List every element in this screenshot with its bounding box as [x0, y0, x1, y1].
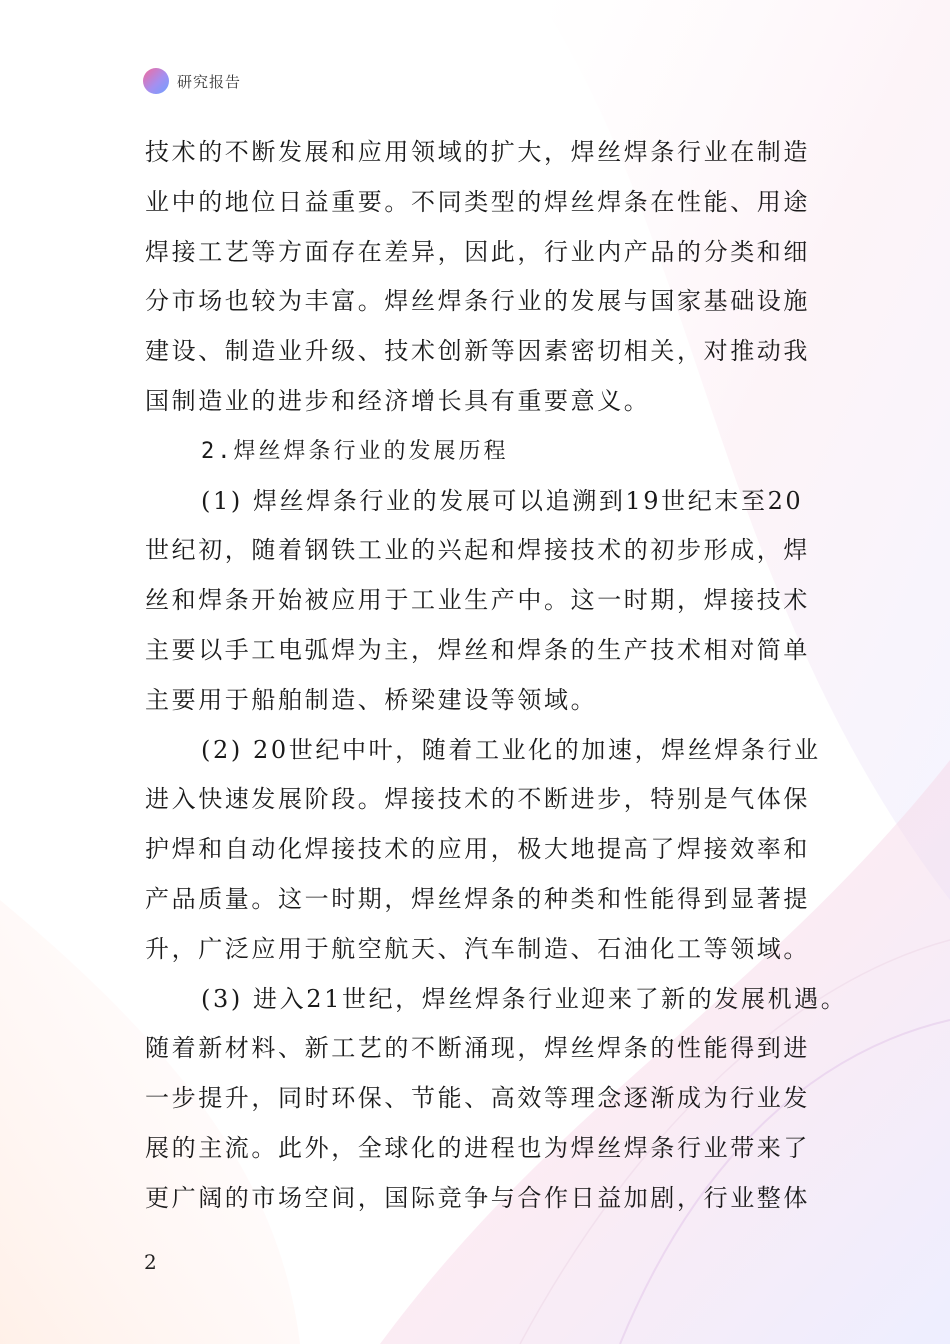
paragraph-line: 业中的地位日益重要。不同类型的焊丝焊条在性能、用途: [145, 187, 810, 216]
paragraph-line: 产品质量。这一时期，焊丝焊条的种类和性能得到显著提: [145, 884, 810, 913]
paragraph-line: 主要用于船舶制造、桥梁建设等领域。: [145, 685, 598, 714]
paragraph-line: 升，广泛应用于航空航天、汽车制造、石油化工等领域。: [145, 934, 810, 963]
section-heading: 2.焊丝焊条行业的发展历程: [201, 438, 509, 464]
paragraph-line: 焊接工艺等方面存在差异，因此，行业内产品的分类和细: [145, 237, 810, 266]
paragraph-line: 国制造业的进步和经济增长具有重要意义。: [145, 386, 651, 415]
paragraph-line: 分市场也较为丰富。焊丝焊条行业的发展与国家基础设施: [145, 287, 810, 316]
document-body: [145, 128, 848, 1224]
header-title: 研究报告: [177, 72, 242, 91]
page-number: 2: [144, 1250, 157, 1274]
paragraph-line: 丝和焊条开始被应用于工业生产中。这一时期，焊接技术: [145, 586, 810, 615]
logo-icon: [143, 68, 169, 94]
paragraph-line: 建设、制造业升级、技术创新等因素密切相关，对推动我: [145, 337, 810, 366]
paragraph-line: 主要以手工电弧焊为主，焊丝和焊条的生产技术相对简单: [145, 635, 810, 664]
paragraph-line: (1) 焊丝焊条行业的发展可以追溯到19世纪末至20: [201, 486, 804, 515]
paragraph-line: 一步提升，同时环保、节能、高效等理念逐渐成为行业发: [145, 1084, 810, 1113]
paragraph-line: 进入快速发展阶段。焊接技术的不断进步，特别是气体保: [145, 785, 810, 814]
paragraph-line: 随着新材料、新工艺的不断涌现，焊丝焊条的性能得到进: [145, 1034, 810, 1063]
paragraph-line: (2) 20世纪中叶，随着工业化的加速，焊丝焊条行业: [201, 735, 821, 764]
paragraph-line: 护焊和自动化焊接技术的应用，极大地提高了焊接效率和: [145, 835, 810, 864]
report-header: [143, 66, 241, 96]
paragraph-line: 展的主流。此外，全球化的进程也为焊丝焊条行业带来了: [145, 1133, 810, 1162]
paragraph-line: 技术的不断发展和应用领域的扩大，焊丝焊条行业在制造: [145, 138, 810, 166]
paragraph-line: 更广阔的市场空间，国际竞争与合作日益加剧，行业整体: [145, 1183, 810, 1212]
paragraph-line: 世纪初，随着钢铁工业的兴起和焊接技术的初步形成，焊: [145, 536, 810, 565]
paragraph-line: (3) 进入21世纪，焊丝焊条行业迎来了新的发展机遇。: [201, 984, 848, 1013]
